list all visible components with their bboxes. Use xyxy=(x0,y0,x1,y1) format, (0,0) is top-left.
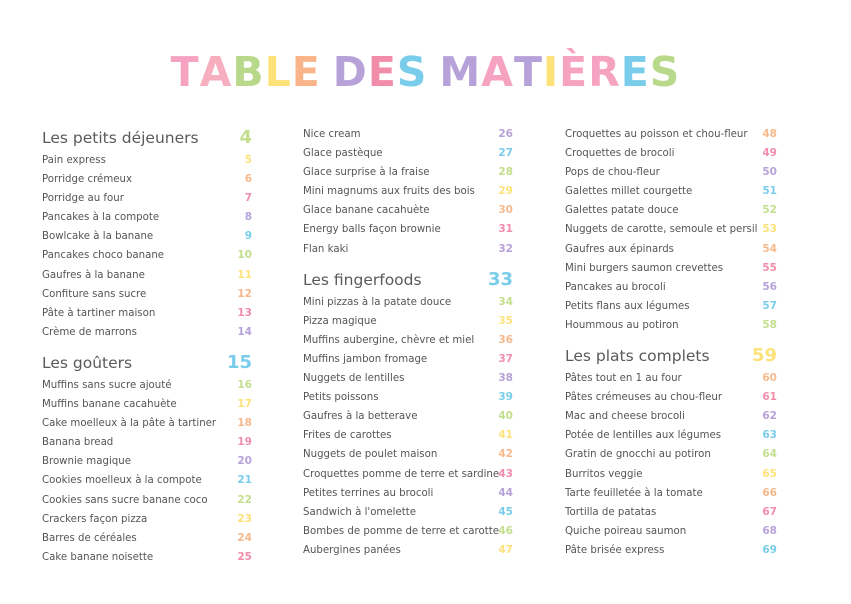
page-number: 47 xyxy=(498,543,513,556)
page-number: 11 xyxy=(237,268,252,281)
page-number: 13 xyxy=(237,306,252,319)
toc-entry xyxy=(565,240,777,259)
page-number: 37 xyxy=(498,352,513,365)
toc-entry xyxy=(565,465,777,484)
toc-entry xyxy=(565,541,777,560)
recipe-name: Hoummous au potiron xyxy=(565,319,679,331)
title-letter: M xyxy=(439,48,482,96)
page-number: 7 xyxy=(244,192,252,205)
page-number: 55 xyxy=(762,261,777,274)
toc-entry xyxy=(303,240,513,259)
recipe-name: Gaufres à la banane xyxy=(42,269,145,281)
toc-entry xyxy=(42,266,252,285)
title-letter: I xyxy=(542,48,560,96)
recipe-name: Pancakes au brocoli xyxy=(565,281,666,293)
page-number: 36 xyxy=(498,333,513,346)
toc-entry xyxy=(42,227,252,246)
toc-entry xyxy=(303,503,513,522)
toc-entry xyxy=(303,125,513,144)
recipe-name: Quiche poireau saumon xyxy=(565,525,687,537)
recipe-name: Galettes millet courgette xyxy=(565,186,693,198)
recipe-name: Pancakes choco banane xyxy=(42,250,165,262)
recipe-name: Cake moelleux à la pâte à tartiner xyxy=(42,418,217,430)
recipe-name: Porridge crémeux xyxy=(42,174,132,186)
title-letter: E xyxy=(620,48,650,96)
recipe-name: Nuggets de carotte, semoule et persil xyxy=(565,224,758,236)
toc-entry xyxy=(565,484,777,503)
section-gap xyxy=(303,259,513,267)
recipe-name: Brownie magique xyxy=(42,456,131,468)
title-letter xyxy=(321,48,333,96)
recipe-name: Burritos veggie xyxy=(565,468,643,480)
recipe-name: Muffins sans sucre ajouté xyxy=(42,379,172,391)
recipe-name: Gaufres à la betterave xyxy=(303,411,418,423)
recipe-name: Pops de chou-fleur xyxy=(565,167,660,179)
toc-entry xyxy=(303,201,513,220)
recipe-name: Tarte feuilletée à la tomate xyxy=(565,487,703,499)
recipe-name: Aubergines panées xyxy=(303,544,401,556)
page-number: 53 xyxy=(762,223,777,236)
recipe-name: Pâte à tartiner maison xyxy=(42,307,156,319)
page-number: 9 xyxy=(244,230,252,243)
page-number: 23 xyxy=(237,512,252,525)
page-number: 26 xyxy=(498,128,513,140)
recipe-name: Petites terrines au brocoli xyxy=(303,487,434,499)
recipe-name: Glace banane cacahuète xyxy=(303,205,430,217)
page-number: 17 xyxy=(237,398,252,411)
page-number: 54 xyxy=(762,242,777,255)
title-letter: È xyxy=(559,48,589,96)
recipe-name: Petits flans aux légumes xyxy=(565,300,690,312)
toc-entry xyxy=(42,285,252,304)
recipe-name: Muffins aubergine, chèvre et miel xyxy=(303,334,475,346)
toc-entry xyxy=(303,484,513,503)
toc-column-3 xyxy=(565,125,777,560)
page-number: 32 xyxy=(498,242,513,255)
recipe-name: Energy balls façon brownie xyxy=(303,224,441,236)
page-number: 22 xyxy=(237,493,252,506)
page-number: 62 xyxy=(762,410,777,423)
page-number: 29 xyxy=(498,185,513,198)
toc-entry xyxy=(565,220,777,239)
page-number: 19 xyxy=(237,436,252,449)
page-number: 60 xyxy=(762,372,777,385)
toc-entry xyxy=(303,220,513,239)
page-number: 42 xyxy=(498,448,513,461)
toc-entry xyxy=(42,189,252,208)
toc-entry xyxy=(565,163,777,182)
section-heading xyxy=(565,343,777,369)
page-number: 18 xyxy=(237,417,252,430)
toc-entry xyxy=(303,388,513,407)
toc-entry xyxy=(42,208,252,227)
toc-entry xyxy=(42,151,252,170)
page-number: 44 xyxy=(498,486,513,499)
recipe-name: Muffins banane cacahuète xyxy=(42,399,177,411)
page-number: 65 xyxy=(762,467,777,480)
page-number: 38 xyxy=(498,372,513,385)
page-number: 51 xyxy=(762,185,777,198)
toc-entry xyxy=(303,445,513,464)
toc-entry xyxy=(42,471,252,490)
recipe-name: Croquettes au poisson et chou-fleur xyxy=(565,129,748,140)
section-gap xyxy=(42,342,252,350)
page-number: 21 xyxy=(237,474,252,487)
recipe-name: Croquettes de brocoli xyxy=(565,148,675,160)
page-number: 12 xyxy=(237,287,252,300)
recipe-name: Banana bread xyxy=(42,437,114,449)
toc-entry xyxy=(303,163,513,182)
page-number: 40 xyxy=(498,410,513,423)
section-heading xyxy=(42,350,252,376)
page-number: 45 xyxy=(498,505,513,518)
recipe-name: Pâtes crémeuses au chou-fleur xyxy=(565,392,723,404)
recipe-name: Galettes patate douce xyxy=(565,205,679,217)
recipe-name: Crème de marrons xyxy=(42,326,137,338)
title-letter: E xyxy=(367,48,397,96)
toc-entry xyxy=(42,433,252,452)
toc-entry xyxy=(565,144,777,163)
toc-entry xyxy=(42,529,252,548)
toc-entry xyxy=(303,293,513,312)
page-number: 31 xyxy=(498,223,513,236)
toc-entry xyxy=(303,465,513,484)
recipe-name: Barres de céréales xyxy=(42,532,137,544)
recipe-name: Croquettes pomme de terre et sardine xyxy=(303,468,500,480)
toc-entry xyxy=(42,246,252,265)
toc-entry xyxy=(565,369,777,388)
page-number: 52 xyxy=(762,204,777,217)
toc-entry xyxy=(42,395,252,414)
page-number: 58 xyxy=(762,318,777,331)
recipe-name: Mini magnums aux fruits des bois xyxy=(303,186,475,198)
toc-entry xyxy=(42,510,252,529)
toc-entry xyxy=(303,426,513,445)
recipe-name: Crackers façon pizza xyxy=(42,513,148,525)
page-number: 27 xyxy=(498,147,513,160)
recipe-name: Mini pizzas à la patate douce xyxy=(303,296,452,308)
toc-entry xyxy=(303,369,513,388)
page-number: 39 xyxy=(498,391,513,404)
section-title: Les petits déjeuners xyxy=(42,129,199,147)
page-number: 66 xyxy=(762,486,777,499)
page-number: 10 xyxy=(237,249,252,262)
toc-entry xyxy=(565,125,777,144)
section-page-number: 4 xyxy=(239,127,252,148)
recipe-name: Gaufres aux épinards xyxy=(565,243,674,255)
toc-entry xyxy=(303,144,513,163)
recipe-name: Flan kaki xyxy=(303,243,349,255)
page-number: 14 xyxy=(237,325,252,338)
toc-entry xyxy=(565,503,777,522)
toc-entry xyxy=(42,170,252,189)
recipe-name: Frites de carottes xyxy=(303,430,392,442)
recipe-name: Pancakes à la compote xyxy=(42,212,160,224)
page-number: 28 xyxy=(498,166,513,179)
recipe-name: Glace surprise à la fraise xyxy=(303,167,430,179)
recipe-name: Nuggets de poulet maison xyxy=(303,449,438,461)
toc-entry xyxy=(565,259,777,278)
title-letter xyxy=(427,48,439,96)
section-title: Les goûters xyxy=(42,353,133,372)
section-heading xyxy=(42,125,252,151)
page-number: 20 xyxy=(237,455,252,468)
toc-entry xyxy=(565,182,777,201)
recipe-name: Mac and cheese brocoli xyxy=(565,411,685,423)
title-letter: T xyxy=(513,48,543,96)
page-number: 16 xyxy=(237,378,252,391)
title-letter: B xyxy=(232,48,265,96)
toc-entry xyxy=(303,312,513,331)
recipe-name: Pain express xyxy=(42,155,106,166)
section-title: Les fingerfoods xyxy=(303,270,422,289)
recipe-name: Potée de lentilles aux légumes xyxy=(565,430,722,442)
toc-entry xyxy=(303,182,513,201)
recipe-name: Cookies sans sucre banane coco xyxy=(42,494,208,506)
recipe-name: Cake banane noisette xyxy=(42,551,154,563)
toc-entry xyxy=(303,541,513,560)
toc-entry xyxy=(565,522,777,541)
recipe-name: Gratin de gnocchi au potiron xyxy=(565,449,711,461)
title-letter: S xyxy=(649,48,681,96)
page-number: 57 xyxy=(762,299,777,312)
recipe-name: Cookies moelleux à la compote xyxy=(42,475,202,487)
toc-entry xyxy=(42,304,252,323)
toc-entry xyxy=(42,548,252,567)
toc-entry xyxy=(303,522,513,541)
title-letter: A xyxy=(199,48,233,96)
recipe-name: Tortilla de patatas xyxy=(565,506,657,518)
toc-entry xyxy=(303,331,513,350)
title-letter: D xyxy=(332,48,368,96)
toc-entry xyxy=(303,407,513,426)
page-number: 69 xyxy=(762,543,777,556)
toc-entry xyxy=(565,426,777,445)
toc-entry xyxy=(565,316,777,335)
recipe-name: Glace pastèque xyxy=(303,148,383,160)
recipe-name: Mini burgers saumon crevettes xyxy=(565,262,724,274)
page-number: 30 xyxy=(498,204,513,217)
toc-entry xyxy=(303,350,513,369)
section-page-number: 15 xyxy=(226,351,252,373)
section-title: Les plats complets xyxy=(565,347,710,366)
page-number: 49 xyxy=(762,147,777,160)
title-letter: T xyxy=(170,48,200,96)
page-number: 68 xyxy=(762,524,777,537)
page-number: 48 xyxy=(762,128,777,140)
page-number: 56 xyxy=(762,280,777,293)
recipe-name: Pizza magique xyxy=(303,315,377,327)
page-number: 35 xyxy=(498,314,513,327)
recipe-name: Bombes de pomme de terre et carotte xyxy=(303,525,499,537)
toc-entry xyxy=(565,388,777,407)
recipe-name: Nuggets de lentilles xyxy=(303,373,405,385)
recipe-name: Muffins jambon fromage xyxy=(303,353,428,365)
page-number: 63 xyxy=(762,429,777,442)
page-number: 5 xyxy=(244,154,252,166)
page-number: 8 xyxy=(244,211,252,224)
recipe-name: Bowlcake à la banane xyxy=(42,231,154,243)
toc-entry xyxy=(42,452,252,471)
page-title xyxy=(0,48,851,96)
page-number: 41 xyxy=(498,429,513,442)
page-number: 61 xyxy=(762,391,777,404)
toc-entry xyxy=(565,297,777,316)
toc-entry xyxy=(565,407,777,426)
section-page-number: 33 xyxy=(487,268,513,290)
title-letter: S xyxy=(396,48,428,96)
toc-entry xyxy=(42,414,252,433)
recipe-name: Pâte brisée express xyxy=(565,544,665,556)
page-number: 25 xyxy=(237,550,252,563)
section-gap xyxy=(565,335,777,343)
recipe-name: Pâtes tout en 1 au four xyxy=(565,373,682,385)
page-number: 24 xyxy=(237,531,252,544)
toc-entry xyxy=(42,491,252,510)
title-letter: R xyxy=(588,48,621,96)
title-letter: A xyxy=(481,48,514,96)
recipe-name: Sandwich à l'omelette xyxy=(303,506,416,518)
page-number: 34 xyxy=(498,295,513,308)
toc-entry xyxy=(565,201,777,220)
title-letter: E xyxy=(291,48,321,96)
toc-entry xyxy=(565,445,777,464)
section-heading xyxy=(303,267,513,293)
page-number: 6 xyxy=(244,173,252,186)
toc-column-1 xyxy=(42,125,252,567)
recipe-name: Confiture sans sucre xyxy=(42,288,147,300)
page-number: 67 xyxy=(762,505,777,518)
section-page-number: 59 xyxy=(751,345,777,367)
title-letter: L xyxy=(264,48,292,96)
toc-entry xyxy=(42,323,252,342)
page-number: 43 xyxy=(498,467,513,480)
toc-entry xyxy=(565,278,777,297)
page-number: 50 xyxy=(762,166,777,179)
page-number: 64 xyxy=(762,448,777,461)
recipe-name: Porridge au four xyxy=(42,193,124,205)
recipe-name: Petits poissons xyxy=(303,392,379,404)
toc-entry xyxy=(42,376,252,395)
recipe-name: Nice cream xyxy=(303,129,361,140)
toc-column-2 xyxy=(303,125,513,560)
page-number: 46 xyxy=(498,524,513,537)
